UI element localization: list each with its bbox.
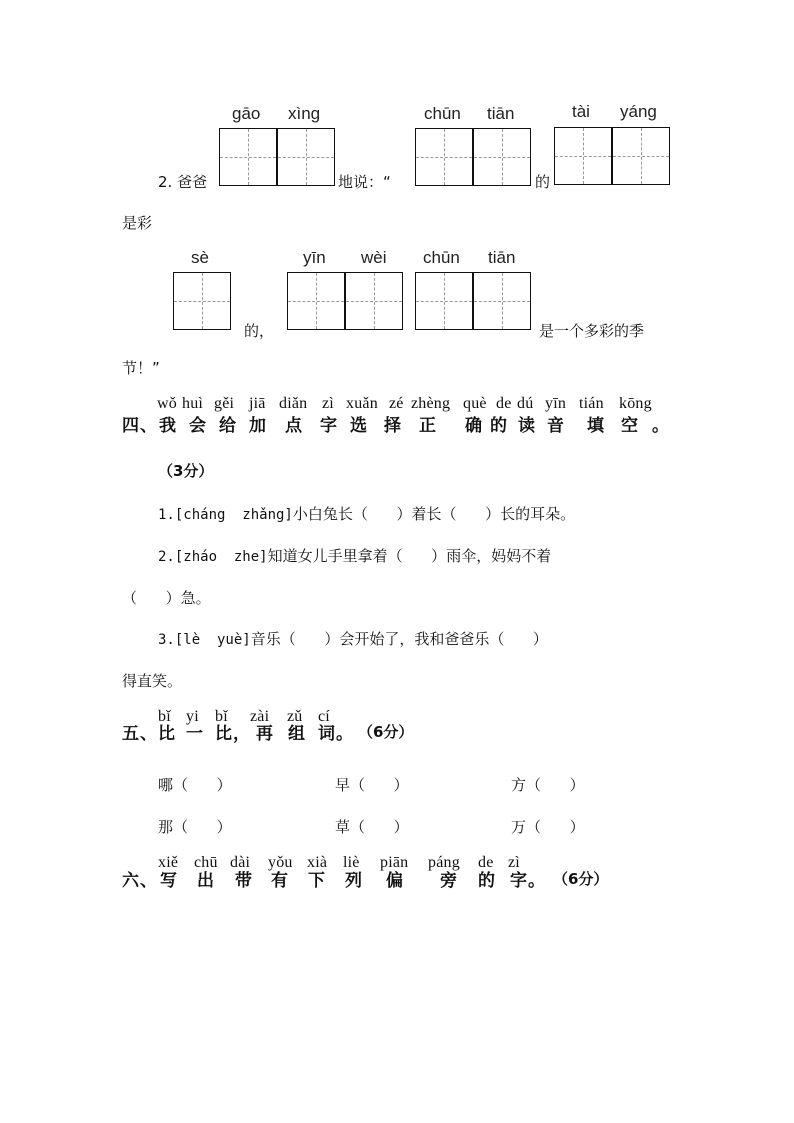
pinyin-label: zì: [322, 395, 334, 412]
exercise-item-continued: [122, 587, 211, 608]
heading-char: 带: [235, 871, 253, 891]
pinyin-label: tiān: [488, 248, 516, 267]
pinyin-label: zé: [389, 395, 404, 412]
heading-char: 加: [249, 416, 267, 436]
pinyin-label: xuǎn: [346, 395, 378, 412]
word-pair-item[interactable]: 那（ ）: [158, 818, 232, 836]
heading-char: 会: [189, 416, 207, 436]
question-text: 是一个多彩的季: [539, 322, 645, 340]
heading-char: 再: [256, 724, 274, 744]
pinyin-label: yáng: [620, 102, 657, 121]
pinyin-label: de: [478, 854, 494, 871]
pinyin-label: chūn: [424, 104, 461, 123]
heading-char: 比，: [215, 724, 251, 744]
heading-char: 正: [419, 416, 437, 436]
question-text: 的: [535, 173, 551, 191]
pinyin-label: xìng: [288, 104, 321, 123]
writing-box[interactable]: [612, 127, 670, 185]
pinyin-label: piān: [380, 854, 409, 871]
exercise-text[interactable]: 音乐（ ）会开始了，我和爸爸乐（ ）: [250, 630, 548, 648]
question-text: 节！”: [122, 359, 160, 377]
pinyin-label: tiān: [487, 104, 515, 123]
pinyin-label: dài: [230, 854, 251, 871]
heading-char: 有: [271, 871, 289, 891]
pinyin-label: gāo: [232, 104, 261, 123]
pinyin-label: yīn: [545, 395, 567, 412]
section-score: （3分）: [158, 462, 214, 480]
writing-box[interactable]: [277, 128, 335, 186]
pinyin-label: tián: [579, 395, 604, 412]
heading-char: 读: [518, 416, 536, 436]
heading-char: 的: [490, 416, 508, 436]
pinyin-label: yīn: [303, 248, 326, 267]
exercise-text[interactable]: （ ）急。: [122, 589, 211, 607]
pinyin-label: yǒu: [268, 854, 293, 871]
pinyin-label: gěi: [214, 395, 235, 412]
heading-char: 字: [320, 416, 338, 436]
pinyin-label: wèi: [361, 248, 387, 267]
heading-char: 字。: [510, 871, 546, 891]
heading-char: 选: [350, 416, 368, 436]
heading-char: 列: [345, 871, 363, 891]
heading-char: 词。: [318, 724, 354, 744]
heading-char: 择: [384, 416, 402, 436]
heading-char: 空: [621, 416, 639, 436]
exercise-item-continued: [122, 670, 182, 691]
pinyin-label: chū: [194, 854, 218, 871]
heading-char: 一: [186, 724, 204, 744]
pinyin-label: bǐ: [158, 708, 171, 725]
heading-char: 。: [652, 416, 670, 436]
writing-box[interactable]: [554, 127, 612, 185]
heading-char: 写: [160, 871, 178, 891]
exercise-item: [158, 503, 575, 524]
word-pair-item[interactable]: 哪（ ）: [158, 776, 232, 794]
pinyin-label: jiā: [249, 395, 266, 412]
heading-char: 的: [478, 871, 496, 891]
pinyin-label: xià: [307, 854, 328, 871]
word-pair-item[interactable]: 万（ ）: [511, 818, 585, 836]
pinyin-label: chūn: [423, 248, 460, 267]
exercise-text[interactable]: 小白兔长（ ）着长（ ）长的耳朵。: [292, 505, 576, 523]
exercise-text[interactable]: 知道女儿手里拿着（ ）雨伞，妈妈不着: [267, 547, 552, 565]
writing-box[interactable]: [345, 272, 403, 330]
heading-char: 音: [547, 416, 565, 436]
pinyin-label: de: [496, 395, 512, 412]
pinyin-label: zǔ: [287, 708, 303, 725]
heading-char: 下: [308, 871, 326, 891]
pinyin-label: páng: [428, 854, 460, 871]
heading-char: 偏: [386, 871, 404, 891]
heading-char: 出: [197, 871, 215, 891]
writing-box[interactable]: [473, 272, 531, 330]
heading-char: 我: [159, 416, 177, 436]
pinyin-label: xiě: [158, 854, 179, 871]
heading-char: 确: [465, 416, 483, 436]
word-pair-item[interactable]: 早（ ）: [335, 776, 409, 794]
writing-box[interactable]: [219, 128, 277, 186]
section-number: 五、: [122, 724, 158, 744]
heading-char: 点: [285, 416, 303, 436]
question-text: 的，: [244, 322, 275, 340]
pinyin-label: huì: [182, 395, 204, 412]
heading-char: 填: [587, 416, 605, 436]
pinyin-label: què: [463, 395, 487, 412]
word-pair-item[interactable]: 方（ ）: [511, 776, 585, 794]
heading-char: 旁: [440, 871, 458, 891]
section-score: （6分）: [553, 870, 609, 888]
question-text: 2. 爸爸: [158, 173, 208, 191]
pinyin-label: diǎn: [279, 395, 308, 412]
writing-box[interactable]: [415, 128, 473, 186]
pinyin-options: 1.[cháng zhǎng]: [158, 507, 293, 523]
pinyin-label: wǒ: [157, 395, 177, 412]
pinyin-options: 2.[zháo zhe]: [158, 549, 268, 565]
section-number: 四、: [122, 416, 158, 436]
pinyin-label: zì: [508, 854, 520, 871]
pinyin-label: cí: [318, 708, 330, 725]
pinyin-label: zài: [250, 708, 270, 725]
heading-char: 比: [158, 724, 176, 744]
section-number: 六、: [122, 871, 158, 891]
section-score: （6分）: [358, 723, 414, 741]
exercise-text: 得直笑。: [122, 672, 183, 690]
question-text: 是彩: [122, 214, 153, 232]
pinyin-label: yi: [186, 708, 199, 725]
question-text: 地说：“: [338, 173, 391, 191]
writing-box[interactable]: [473, 128, 531, 186]
pinyin-label: tài: [572, 102, 590, 121]
pinyin-label: bǐ: [215, 708, 228, 725]
pinyin-label: liè: [343, 854, 360, 871]
writing-box[interactable]: [287, 272, 345, 330]
pinyin-label: dú: [517, 395, 534, 412]
word-pair-item[interactable]: 草（ ）: [335, 818, 409, 836]
pinyin-label: kōng: [619, 395, 652, 412]
pinyin-label: sè: [191, 248, 209, 267]
pinyin-label: zhèng: [411, 395, 451, 412]
exercise-item: [158, 628, 548, 649]
writing-box[interactable]: [415, 272, 473, 330]
writing-box[interactable]: [173, 272, 231, 330]
heading-char: 给: [219, 416, 237, 436]
heading-char: 组: [288, 724, 306, 744]
pinyin-options: 3.[lè yuè]: [158, 632, 251, 648]
exercise-item: [158, 545, 551, 566]
